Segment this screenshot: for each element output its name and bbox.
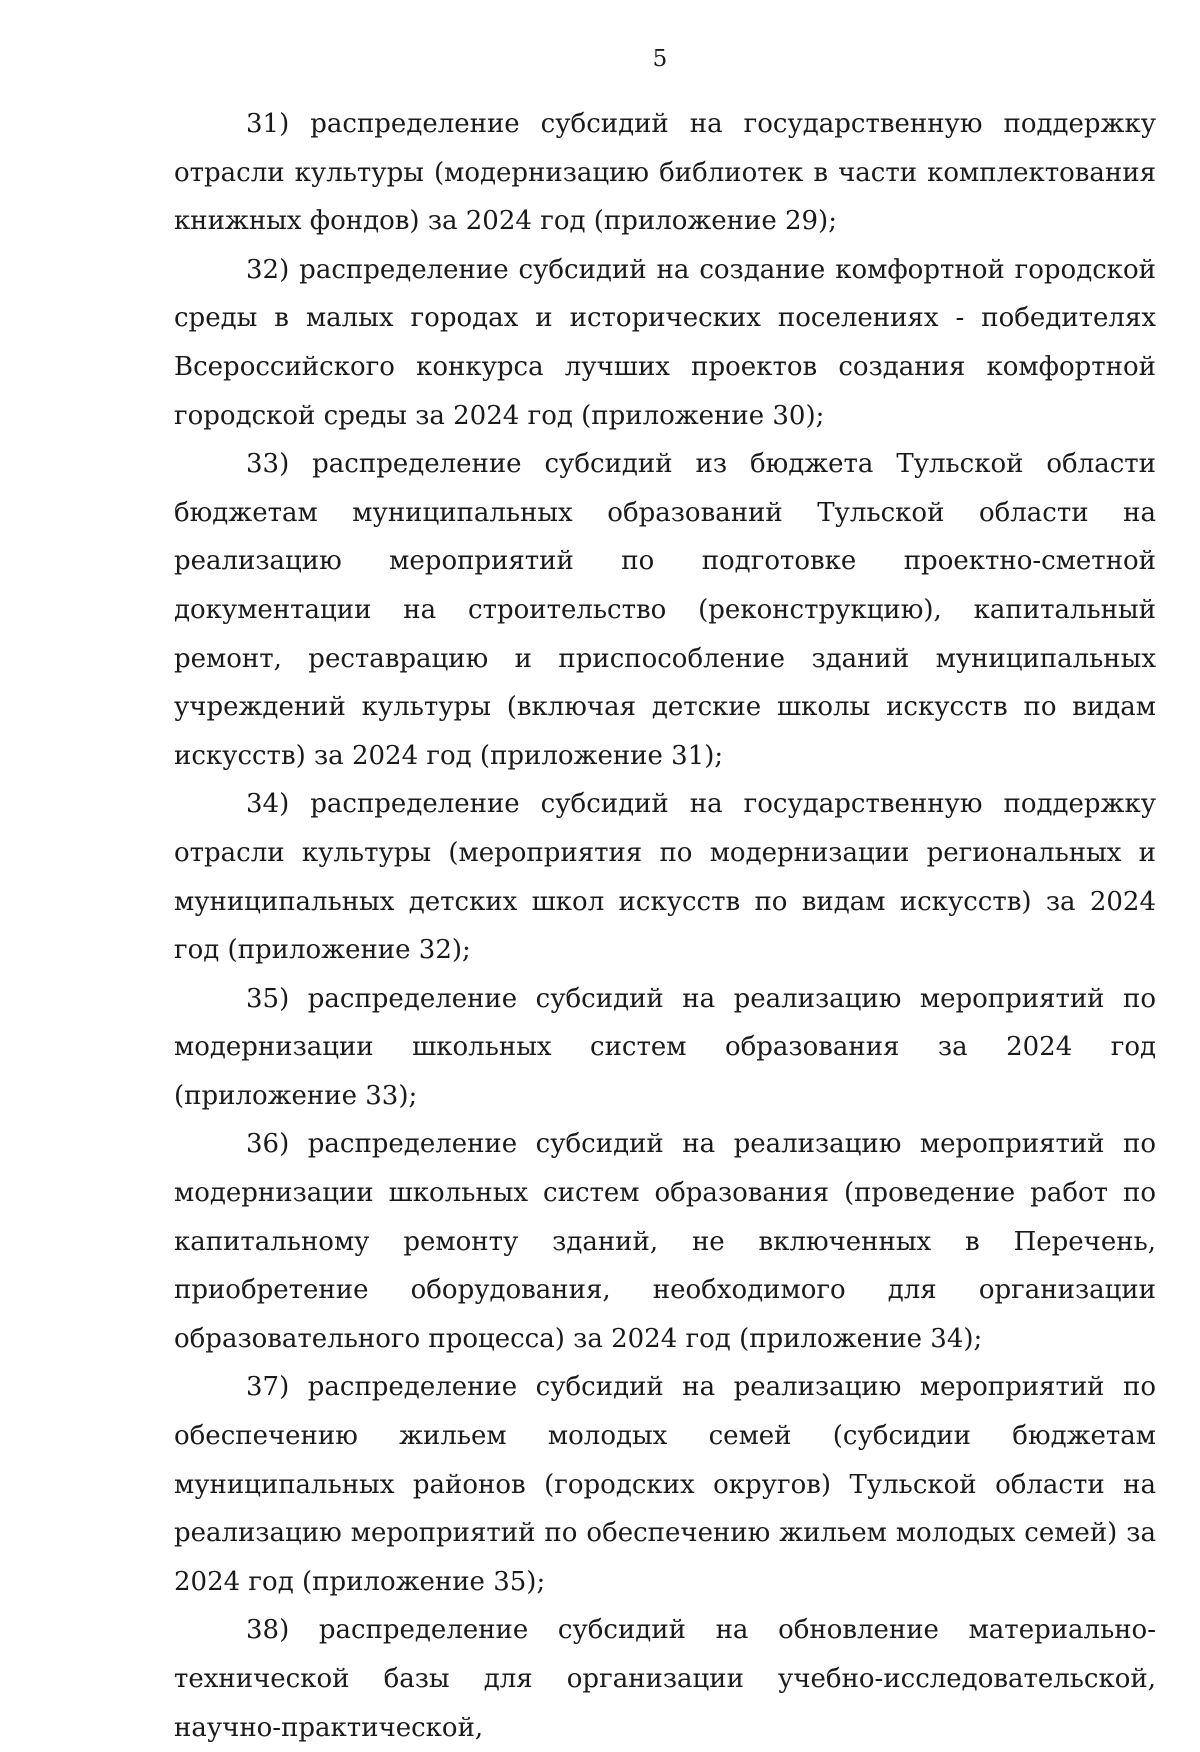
list-item: 35) распределение субсидий на реализацию мероприятий по модернизации школьных систем образования за 2024 год (приложение 33); (174, 983, 1156, 1111)
list-item: 33) распределение субсидий из бюджета Тульской области бюджетам муниципальных образований Тульской области на реализацию мероприятий по подготовке проектно-сметной документации на строительство (реконструкцию), капитальный ремонт, реставрацию и приспособление зданий муниципальных учреждений культуры (включая детские школы искусств по видам искусств) за 2024 год (приложение 31); (174, 449, 1156, 771)
list-item: 32) распределение субсидий на создание комфортной городской среды в малых городах и исторических поселениях - победителях Всероссийского конкурса лучших проектов создания комфортной городской среды за 2024 год (приложение 30); (174, 254, 1156, 431)
list-item: 31) распределение субсидий на государственную поддержку отрасли культуры (модернизацию библиотек в части комплектования книжных фондов) за 2024 год (приложение 29); (174, 109, 1156, 237)
list-item: 38) распределение субсидий на обновление материально-технической базы для организации учебно-исследовательской, научно-практической, (174, 1615, 1156, 1743)
list-item: 37) распределение субсидий на реализацию мероприятий по обеспечению жильем молодых семей (субсидии бюджетам муниципальных районов (городских округов) Тульской области на реализацию мероприятий по обеспечению жильем молодых семей) за 2024 год (приложение 35); (174, 1372, 1156, 1597)
list-item: 36) распределение субсидий на реализацию мероприятий по модернизации школьных систем образования (проведение работ по капитальному ремонту зданий, не включенных в Перечень, приобретение оборудования, необходимого для организации образовательного процесса) за 2024 год (приложение 34); (174, 1129, 1156, 1354)
list-item: 34) распределение субсидий на государственную поддержку отрасли культуры (мероприятия по модернизации региональных и муниципальных детских школ искусств по видам искусств) за 2024 год (приложение 32); (174, 789, 1156, 966)
document-body (174, 100, 1156, 1752)
page-number: 5 (652, 46, 668, 72)
